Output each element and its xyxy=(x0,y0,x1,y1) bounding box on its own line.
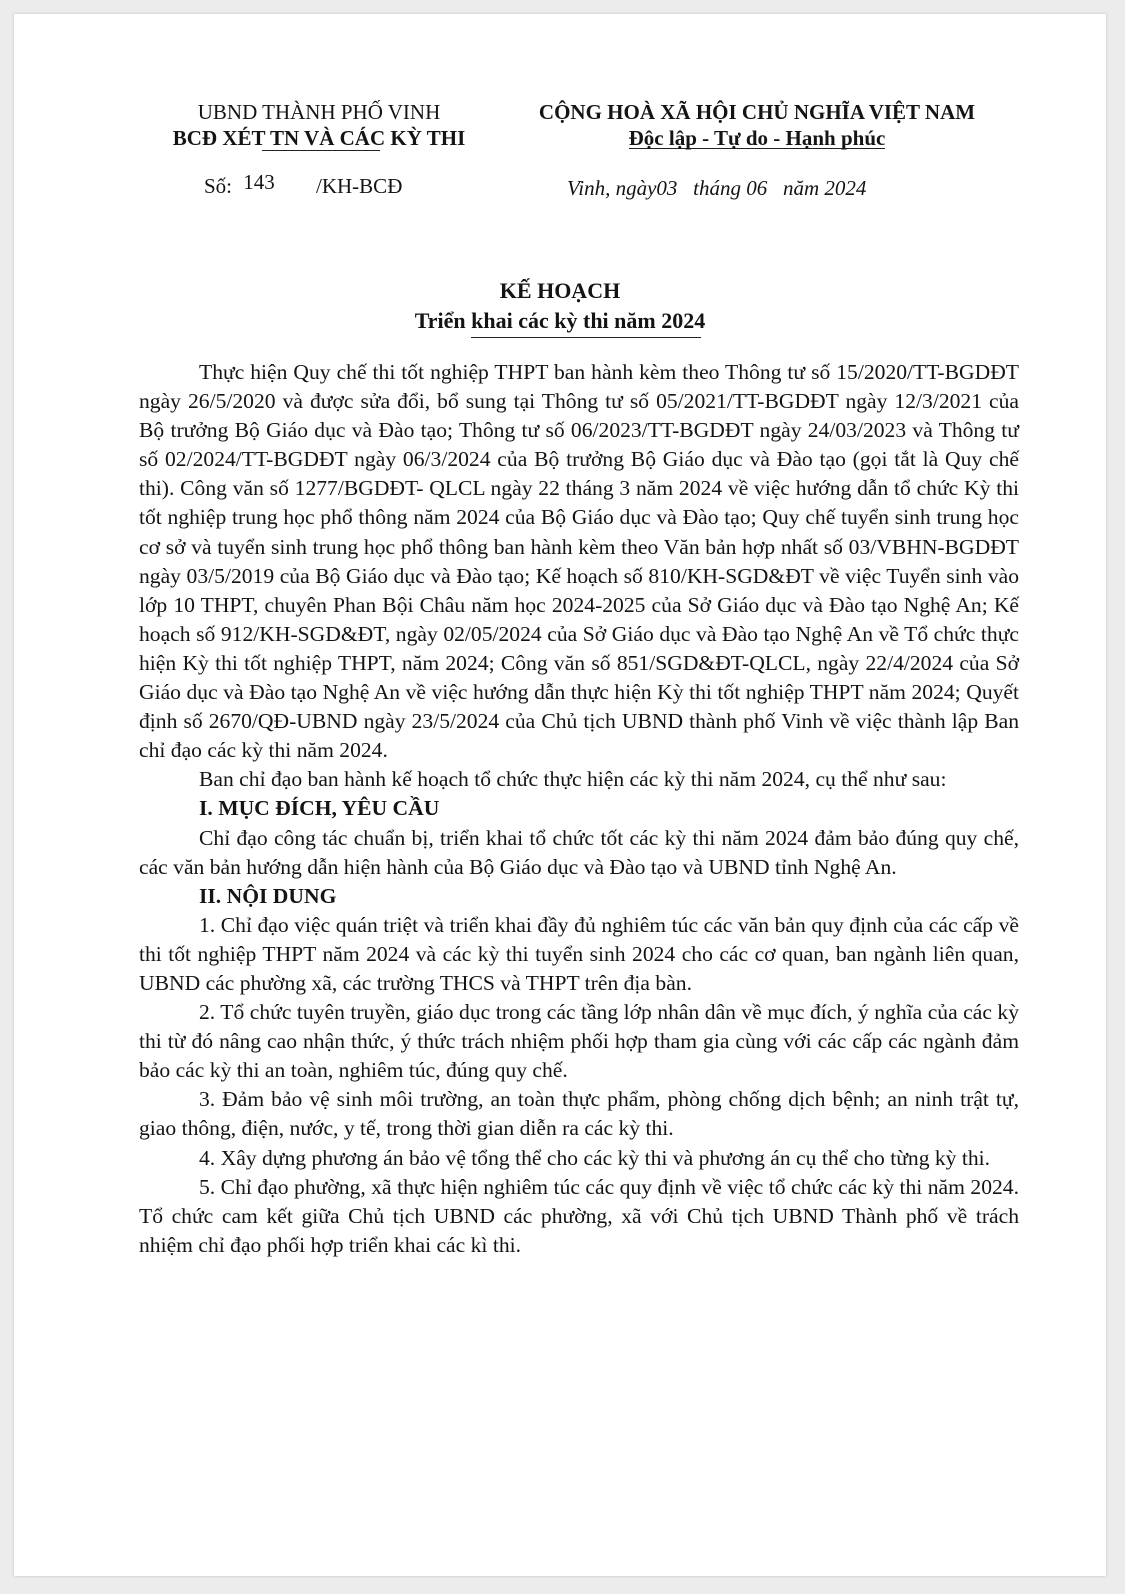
content-item: 1. Chỉ đạo việc quán triệt và triển khai đầy đủ nghiêm túc các văn bản quy định của các cấp về thi tốt nghiệp THPT năm 2024 và các kỳ thi tuyển sinh 2024 cho các cơ quan, ban ngành liên quan, UBND các phường xã, các trường THCS và THPT trên địa bàn. xyxy=(139,912,1019,995)
org-name: UBND THÀNH PHỐ VINH xyxy=(197,100,441,124)
content-item: 3. Đảm bảo vệ sinh môi trường, an toàn thực phẩm, phòng chống dịch bệnh; an ninh trật tự, giao thông, điện, nước, y tế, trong thời gian diễn ra các kỳ thi. xyxy=(139,1087,1019,1141)
committee-name xyxy=(154,126,484,151)
number-label: Số: xyxy=(204,174,233,198)
intro-paragraph: Thực hiện Quy chế thi tốt nghiệp THPT ban hành kèm theo Thông tư số 15/2020/TT-BGDĐT ngày 26/5/2020 và được sửa đổi, bổ sung tại Thông tư số 05/2021/TT-BGDĐT ngày 12/3/2021 của Bộ trưởng Bộ Giáo dục và Đào tạo; Thông tư số 06/2023/TT-BGDĐT ngày 24/03/2023 và Thông tư số 02/2024/TT-BGDĐT ngày 06/3/2024 của Bộ trưởng Bộ Giáo dục và Đào tạo (gọi tắt là Quy chế thi). Công văn số 1277/BGDĐT- QLCL ngày 22 tháng 3 năm 2024 về việc hướng dẫn tổ chức Kỳ thi tốt nghiệp trung học phổ thông năm 2024 của Bộ Giáo dục và Đào tạo; Quy chế tuyển sinh trung học cơ sở và tuyển sinh trung học phổ thông ban hành kèm theo Văn bản hợp nhất số 03/VBHN-BGDĐT ngày 03/5/2019 của Bộ Giáo dục và Đào tạo; Kế hoạch số 810/KH-SGD&ĐT về việc Tuyển sinh vào lớp 10 THPT, chuyên Phan Bội Châu năm học 2024-2025 của Sở Giáo dục và Đào tạo Nghệ An; Kế hoạch số 912/KH-SGD&ĐT, ngày 02/05/2024 của Sở Giáo dục và Đào tạo Nghệ An về Tổ chức thực hiện Kỳ thi tốt nghiệp THPT, năm 2024; Công văn số 851/SGD&ĐT-QLCL, ngày 22/4/2024 của Sở Giáo dục và Đào tạo Nghệ An về việc hướng dẫn thực hiện Kỳ thi tốt nghiệp THPT năm 2024; Quyết định số 2670/QĐ-UBND ngày 23/5/2024 của Chủ tịch UBND thành phố Vinh về việc thành lập Ban chỉ đạo các kỳ thi năm 2024. xyxy=(139,360,1019,763)
document-date: Vinh, ngày03 tháng 06 năm 2024 xyxy=(567,176,867,200)
committee-name-text: BCĐ XÉT TN VÀ CÁC KỲ THI xyxy=(172,126,466,150)
content-item: 5. Chỉ đạo phường, xã thực hiện nghiêm túc các quy định về việc tổ chức các kỳ thi năm 2024. Tổ chức cam kết giữa Chủ tịch UBND các phường, xã với Chủ tịch UBND Thành phố về trách nhiệm chỉ đạo phối hợp triển khai các kì thi. xyxy=(139,1174,1019,1257)
left-header-rule xyxy=(262,150,380,151)
motto-text: Độc lập - Tự do - Hạnh phúc xyxy=(628,126,886,150)
section-1-paragraph: Chỉ đạo công tác chuẩn bị, triển khai tổ chức tốt các kỳ thi năm 2024 đảm bảo đúng quy chế, các văn bản hướng dẫn hiện hành của Bộ Giáo dục và Đào tạo và UBND tỉnh Nghệ An. xyxy=(139,825,1019,879)
country-name: CỘNG HOÀ XÃ HỘI CHỦ NGHĨA VIỆT NAM xyxy=(538,100,976,124)
document-page xyxy=(14,14,1106,1576)
document-body xyxy=(139,358,1019,1260)
content-item: 4. Xây dựng phương án bảo vệ tổng thể cho các kỳ thi và phương án cụ thể cho từng kỳ thi. xyxy=(199,1145,991,1170)
section-2-heading: II. NỘI DUNG xyxy=(199,883,337,908)
document-subtitle xyxy=(14,306,1106,336)
number-suffix: /KH-BCĐ xyxy=(316,174,403,198)
number-value: 143 xyxy=(243,170,275,194)
document-number xyxy=(204,170,403,199)
title-rule xyxy=(471,337,701,338)
subtitle-text: Triển khai các kỳ thi năm 2024 xyxy=(414,308,706,333)
intro-paragraph-2: Ban chỉ đạo ban hành kế hoạch tổ chức thực hiện các kỳ thi năm 2024, cụ thể như sau: xyxy=(199,767,947,792)
document-title: KẾ HOẠCH xyxy=(499,278,621,303)
motto xyxy=(492,126,1022,151)
content-item: 2. Tổ chức tuyên truyền, giáo dục trong các tầng lớp nhân dân về mục đích, ý nghĩa của các kỳ thi từ đó nâng cao nhận thức, ý thức trách nhiệm phối hợp tham gia cùng với các cấp các ngành đảm bảo các kỳ thi an toàn, nghiêm túc, đúng quy chế. xyxy=(139,1000,1019,1083)
section-1-heading: I. MỤC ĐÍCH, YÊU CẦU xyxy=(199,796,440,821)
